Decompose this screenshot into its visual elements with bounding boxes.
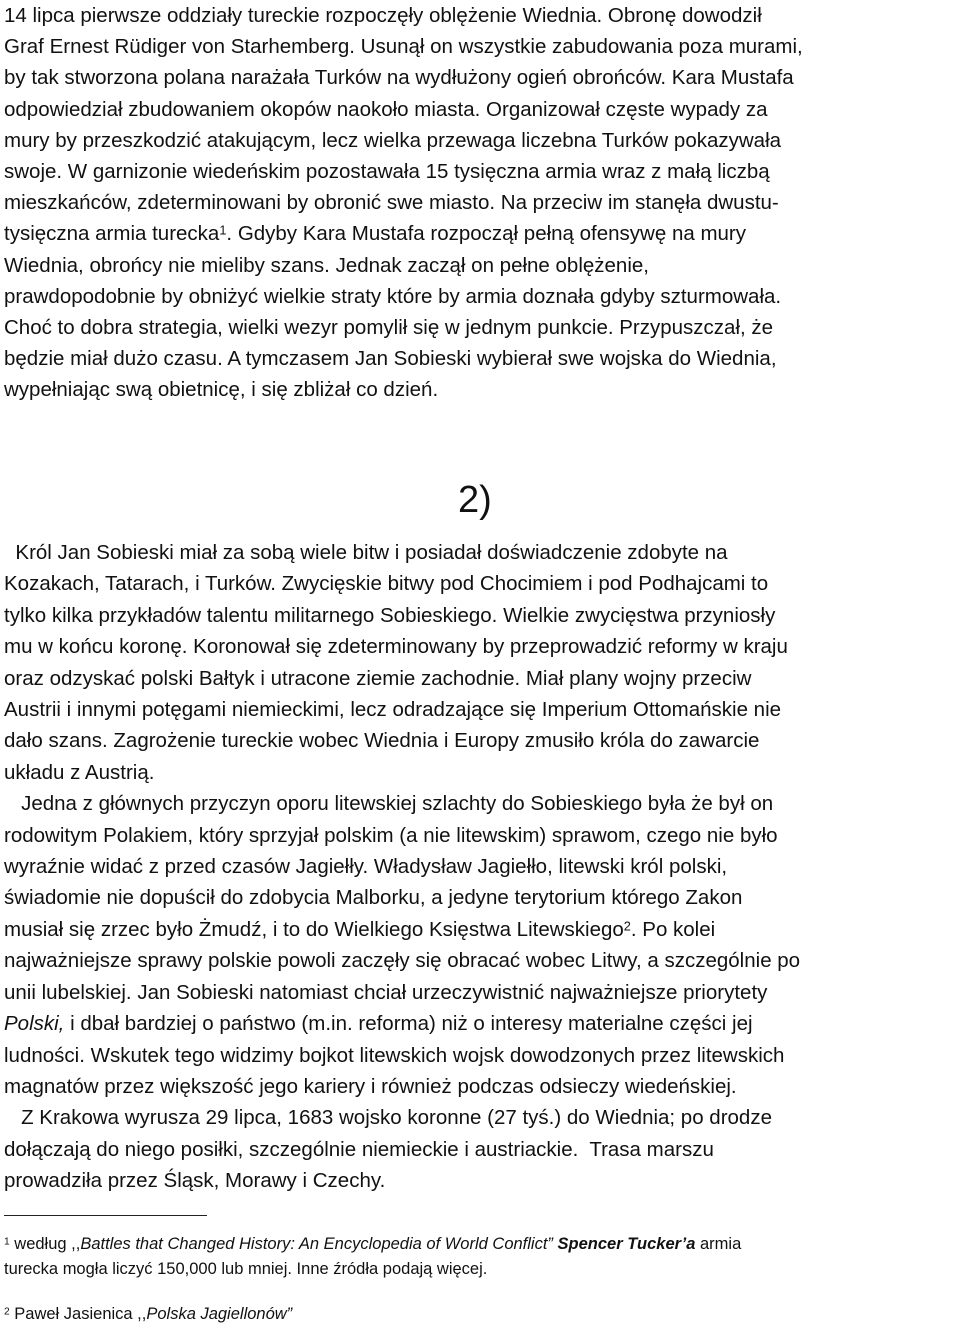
text-line: mu w końcu koronę. Koronował się zdeterminowany by przeprowadzić reformy w kraju: [4, 635, 788, 659]
text-line: [4, 914, 954, 945]
text-line: magnatów przez większość jego kariery i również podczas odsieczy wiedeńskiej.: [4, 1074, 737, 1098]
text-line: Wiednia, obrońcy nie mieliby szans. Jednak zaczął on pełne oblężenie,: [4, 253, 649, 277]
text-line: Graf Ernest Rüdiger von Starhemberg. Usunął on wszystkie zabudowania poza murami,: [4, 35, 803, 59]
footnote-ref-1[interactable]: 1: [219, 222, 227, 238]
footnote-line: [4, 1302, 954, 1327]
footnote-ref-2[interactable]: 2: [623, 918, 631, 934]
text-line: [4, 1008, 954, 1039]
footnote-number: 1: [4, 1236, 10, 1248]
text-line: wyraźnie widać z przed czasów Jagiełły. Władysław Jagiełło, litewski król polski,: [4, 855, 728, 879]
text-line: [4, 218, 954, 249]
text-line: Król Jan Sobieski miał za sobą wiele bitw i posiadał doświadczenie zdobyte na: [4, 541, 728, 564]
text-line: ludności. Wskutek tego widzimy bojkot litewskich wojsk dowodzonych przez litewskich: [4, 1043, 785, 1067]
text-line: unii lubelskiej. Jan Sobieski natomiast chciał urzeczywistnić najważniejsze priorytety: [4, 980, 768, 1004]
paragraph-siege-of-vienna: [4, 0, 954, 406]
text-line: dało szans. Zagrożenie tureckie wobec Wiednia i Europy zmusiło króla do zawarcie: [4, 729, 760, 753]
section-heading: 2): [458, 479, 492, 521]
text-fragment: armia: [695, 1235, 742, 1253]
text-line: rodowitym Polakiem, który sprzyjał polskim (a nie litewskim) sprawom, czego nie było: [4, 823, 778, 847]
text-fragment: Paweł Jasienica ,,: [9, 1305, 147, 1323]
text-line: układu z Austrią.: [4, 760, 155, 784]
text-line: mieszkańców, zdeterminowani by obronić swe miasto. Na przeciw im stanęła dwustu-: [4, 191, 779, 215]
text-line: najważniejsze sprawy polskie powoli zaczęły się obracać wobec Litwy, a szczególnie po: [4, 949, 801, 973]
text-line: Jedna z głównych przyczyn oporu litewskiej szlachty do Sobieskiego była że był on: [4, 792, 774, 816]
text-line: oraz odzyskać polski Bałtyk i utracone ziemie zachodnie. Miał plany wojny przeciw: [4, 666, 752, 690]
text-line: Kozakach, Tatarach, i Turków. Zwycięskie bitwy pod Chocimiem i pod Podhajcami to: [4, 572, 769, 596]
text-fragment: . Gdyby Kara Mustafa rozpoczął pełną ofensywę na mury: [226, 222, 747, 246]
text-line: Choć to dobra strategia, wielki wezyr pomylił się w jednym punkcie. Przypuszczał, że: [4, 316, 774, 340]
text-line: świadomie nie dopuścił do zdobycia Malborku, a jedyne terytorium którego Zakon: [4, 886, 743, 910]
book-title: Battles that Changed History: An Encyclopedia of World Conflict”: [80, 1235, 553, 1253]
footnote-separator: [4, 1215, 207, 1216]
paragraph-sobieski: [4, 537, 954, 1197]
footnote-line: turecka mogła liczyć 150,000 lub mniej. Inne źródła podają więcej.: [4, 1260, 488, 1278]
italic-text: Polski,: [4, 1012, 65, 1036]
author-name: Spencer Tucker’a: [557, 1235, 696, 1253]
text-line: prowadziła przez Śląsk, Morawy i Czechy.: [4, 1169, 386, 1193]
text-line: tylko kilka przykładów talentu militarnego Sobieskiego. Wielkie zwycięstwa przyniosły: [4, 603, 776, 627]
footnote-2: [4, 1302, 954, 1327]
text-line: 14 lipca pierwsze oddziały tureckie rozpoczęły oblężenie Wiednia. Obronę dowodził: [4, 4, 762, 27]
footnote-1: [4, 1232, 954, 1282]
text-line: wypełniając swą obietnicę, i się zbliżał co dzień.: [4, 378, 439, 402]
text-fragment: według ,,: [9, 1235, 81, 1253]
text-line: swoje. W garnizonie wiedeńskim pozostawała 15 tysięczna armia wraz z małą liczbą: [4, 160, 770, 184]
text-line: Austrii i innymi potęgami niemieckimi, lecz odradzające się Imperium Ottomańskie nie: [4, 698, 782, 722]
text-fragment: musiał się zrzec było Żmudź, i to do Wielkiego Księstwa Litewskiego: [4, 917, 624, 941]
text-fragment: tysięczna armia turecka: [4, 222, 220, 246]
footnote-number: 2: [4, 1306, 10, 1318]
text-line: prawdopodobnie by obniżyć wielkie straty które by armia doznała gdyby szturmowała.: [4, 284, 782, 308]
text-line: dołączają do niego posiłki, szczególnie niemieckie i austriackie. Trasa marszu: [4, 1137, 714, 1161]
text-line: by tak stworzona polana narażała Turków na wydłużony ogień obrońców. Kara Mustafa: [4, 66, 794, 90]
text-fragment: . Po kolei: [630, 917, 716, 941]
text-line: odpowiedział zbudowaniem okopów naokoło miasta. Organizował częste wypady za: [4, 97, 768, 121]
text-line: będzie miał dużo czasu. A tymczasem Jan Sobieski wybierał swe wojska do Wiednia,: [4, 347, 777, 371]
footnote-line: [4, 1232, 954, 1257]
book-title: Polska Jagiellonów”: [146, 1305, 293, 1323]
text-fragment: i dbał bardziej o państwo (m.in. reforma) niż o interesy materialne części jej: [64, 1012, 753, 1036]
text-line: mury by przeszkodzić atakującym, lecz wielka przewaga liczebna Turków pokazywała: [4, 128, 782, 152]
text-line: Z Krakowa wyrusza 29 lipca, 1683 wojsko koronne (27 tyś.) do Wiednia; po drodze: [4, 1106, 772, 1130]
